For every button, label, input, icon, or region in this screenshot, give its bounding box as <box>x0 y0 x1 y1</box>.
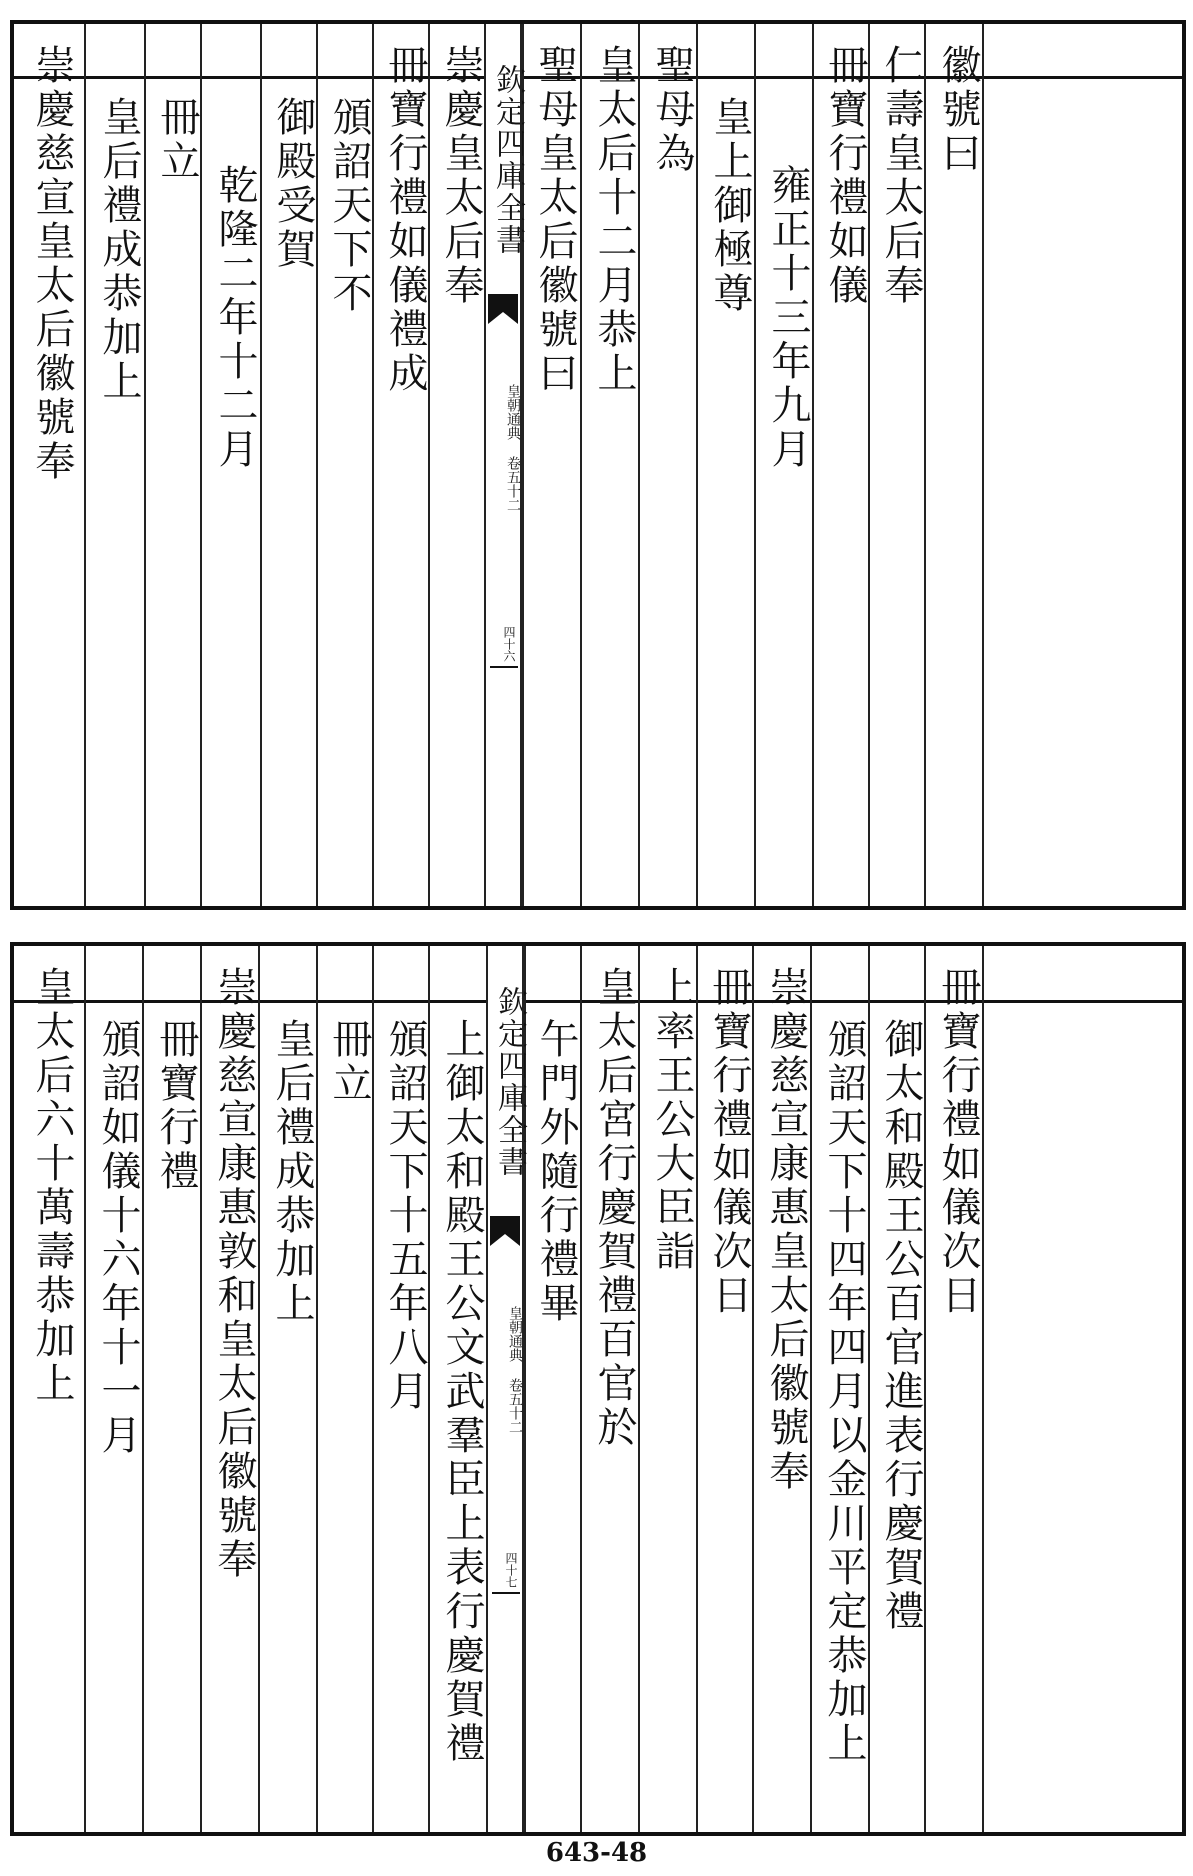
column <box>144 24 202 906</box>
column-text: 崇慶慈宣皇太后徽號奉 <box>29 44 75 484</box>
column <box>200 946 260 1832</box>
column-text: 冊寶行禮如儀次日 <box>935 966 981 1318</box>
column <box>696 24 756 906</box>
column-text: 徽號曰 <box>935 44 981 176</box>
page-number: 四十六 <box>490 626 518 668</box>
scan-page-number: 643-48 <box>545 1838 648 1868</box>
column <box>752 946 812 1832</box>
column <box>580 946 640 1832</box>
column <box>316 24 374 906</box>
book-section: 皇朝通典 卷五十二 <box>505 384 521 512</box>
book-title: 欽定四庫全書 <box>490 64 525 256</box>
column-text: 皇后禮成恭加上 <box>269 1018 315 1326</box>
fishtail-marker-icon <box>490 1216 520 1246</box>
column-text: 冊寶行禮如儀禮成 <box>382 44 428 396</box>
column-text: 皇太后六十萬壽恭加上 <box>29 966 75 1406</box>
column-text: 午門外隨行禮畢 <box>533 1018 579 1326</box>
page-number: 四十七 <box>492 1552 520 1594</box>
column-text: 皇太后宮行慶賀禮百官於 <box>591 966 637 1450</box>
column-text: 崇慶慈宣康惠敦和皇太后徽號奉 <box>211 966 257 1582</box>
column <box>372 946 430 1832</box>
column <box>810 946 870 1832</box>
column-text: 上率王公大臣詣 <box>649 966 695 1274</box>
column <box>84 946 144 1832</box>
column <box>14 24 84 906</box>
column <box>522 946 582 1832</box>
column-text: 頒詔天下十四年四月以金川平定恭加上 <box>821 1018 867 1766</box>
column <box>924 24 984 906</box>
column <box>868 24 926 906</box>
top-page <box>10 20 1186 910</box>
column-blank <box>982 24 1176 906</box>
column-text: 頒詔天下十五年八月 <box>382 1018 428 1414</box>
column-blank <box>982 946 1176 1832</box>
column-text: 乾隆二年十二月 <box>212 164 258 472</box>
column-text: 御殿受賀 <box>270 96 316 272</box>
fishtail-marker-icon <box>488 294 518 324</box>
column-text: 頒詔如儀十六年十一月 <box>95 1018 141 1458</box>
column-text: 仁壽皇太后奉 <box>878 44 924 308</box>
bottom-page <box>10 942 1186 1836</box>
column-text: 冊寶行禮如儀次日 <box>706 966 752 1318</box>
column <box>142 946 202 1832</box>
column-text: 皇后禮成恭加上 <box>96 96 142 404</box>
column-text: 冊立 <box>326 1018 372 1106</box>
center-fold <box>484 24 524 906</box>
book-section: 皇朝通典 卷五十二 <box>507 1306 523 1434</box>
column-text: 頒詔天下不 <box>326 96 372 316</box>
center-fold <box>486 946 526 1832</box>
column <box>14 946 84 1832</box>
column <box>428 24 486 906</box>
column-text: 皇上御極尊 <box>707 96 753 316</box>
column-text: 崇慶皇太后奉 <box>438 44 484 308</box>
column <box>924 946 984 1832</box>
column-text: 皇太后十二月恭上 <box>591 44 637 396</box>
column-text: 聖母皇太后徽號曰 <box>532 44 578 396</box>
column <box>580 24 640 906</box>
column-text: 冊立 <box>154 96 200 184</box>
book-title: 欽定四庫全書 <box>492 986 527 1178</box>
column <box>520 24 582 906</box>
column-text: 冊寶行禮 <box>153 1018 199 1194</box>
column-text: 崇慶慈宣康惠皇太后徽號奉 <box>763 966 809 1494</box>
column <box>754 24 814 906</box>
column <box>868 946 926 1832</box>
column-text: 雍正十三年九月 <box>765 164 811 472</box>
column <box>84 24 146 906</box>
column <box>258 946 318 1832</box>
column <box>200 24 262 906</box>
column <box>638 946 698 1832</box>
column-text: 聖母為 <box>649 44 695 176</box>
column <box>638 24 698 906</box>
column <box>260 24 318 906</box>
column-text: 御太和殿王公百官進表行慶賀禮 <box>878 1018 924 1634</box>
column-text: 上御太和殿王公文武羣臣上表行慶賀禮 <box>439 1018 485 1766</box>
column-text: 冊寶行禮如儀 <box>822 44 868 308</box>
column <box>372 24 430 906</box>
column <box>428 946 488 1832</box>
column <box>812 24 870 906</box>
column <box>696 946 754 1832</box>
column <box>316 946 374 1832</box>
